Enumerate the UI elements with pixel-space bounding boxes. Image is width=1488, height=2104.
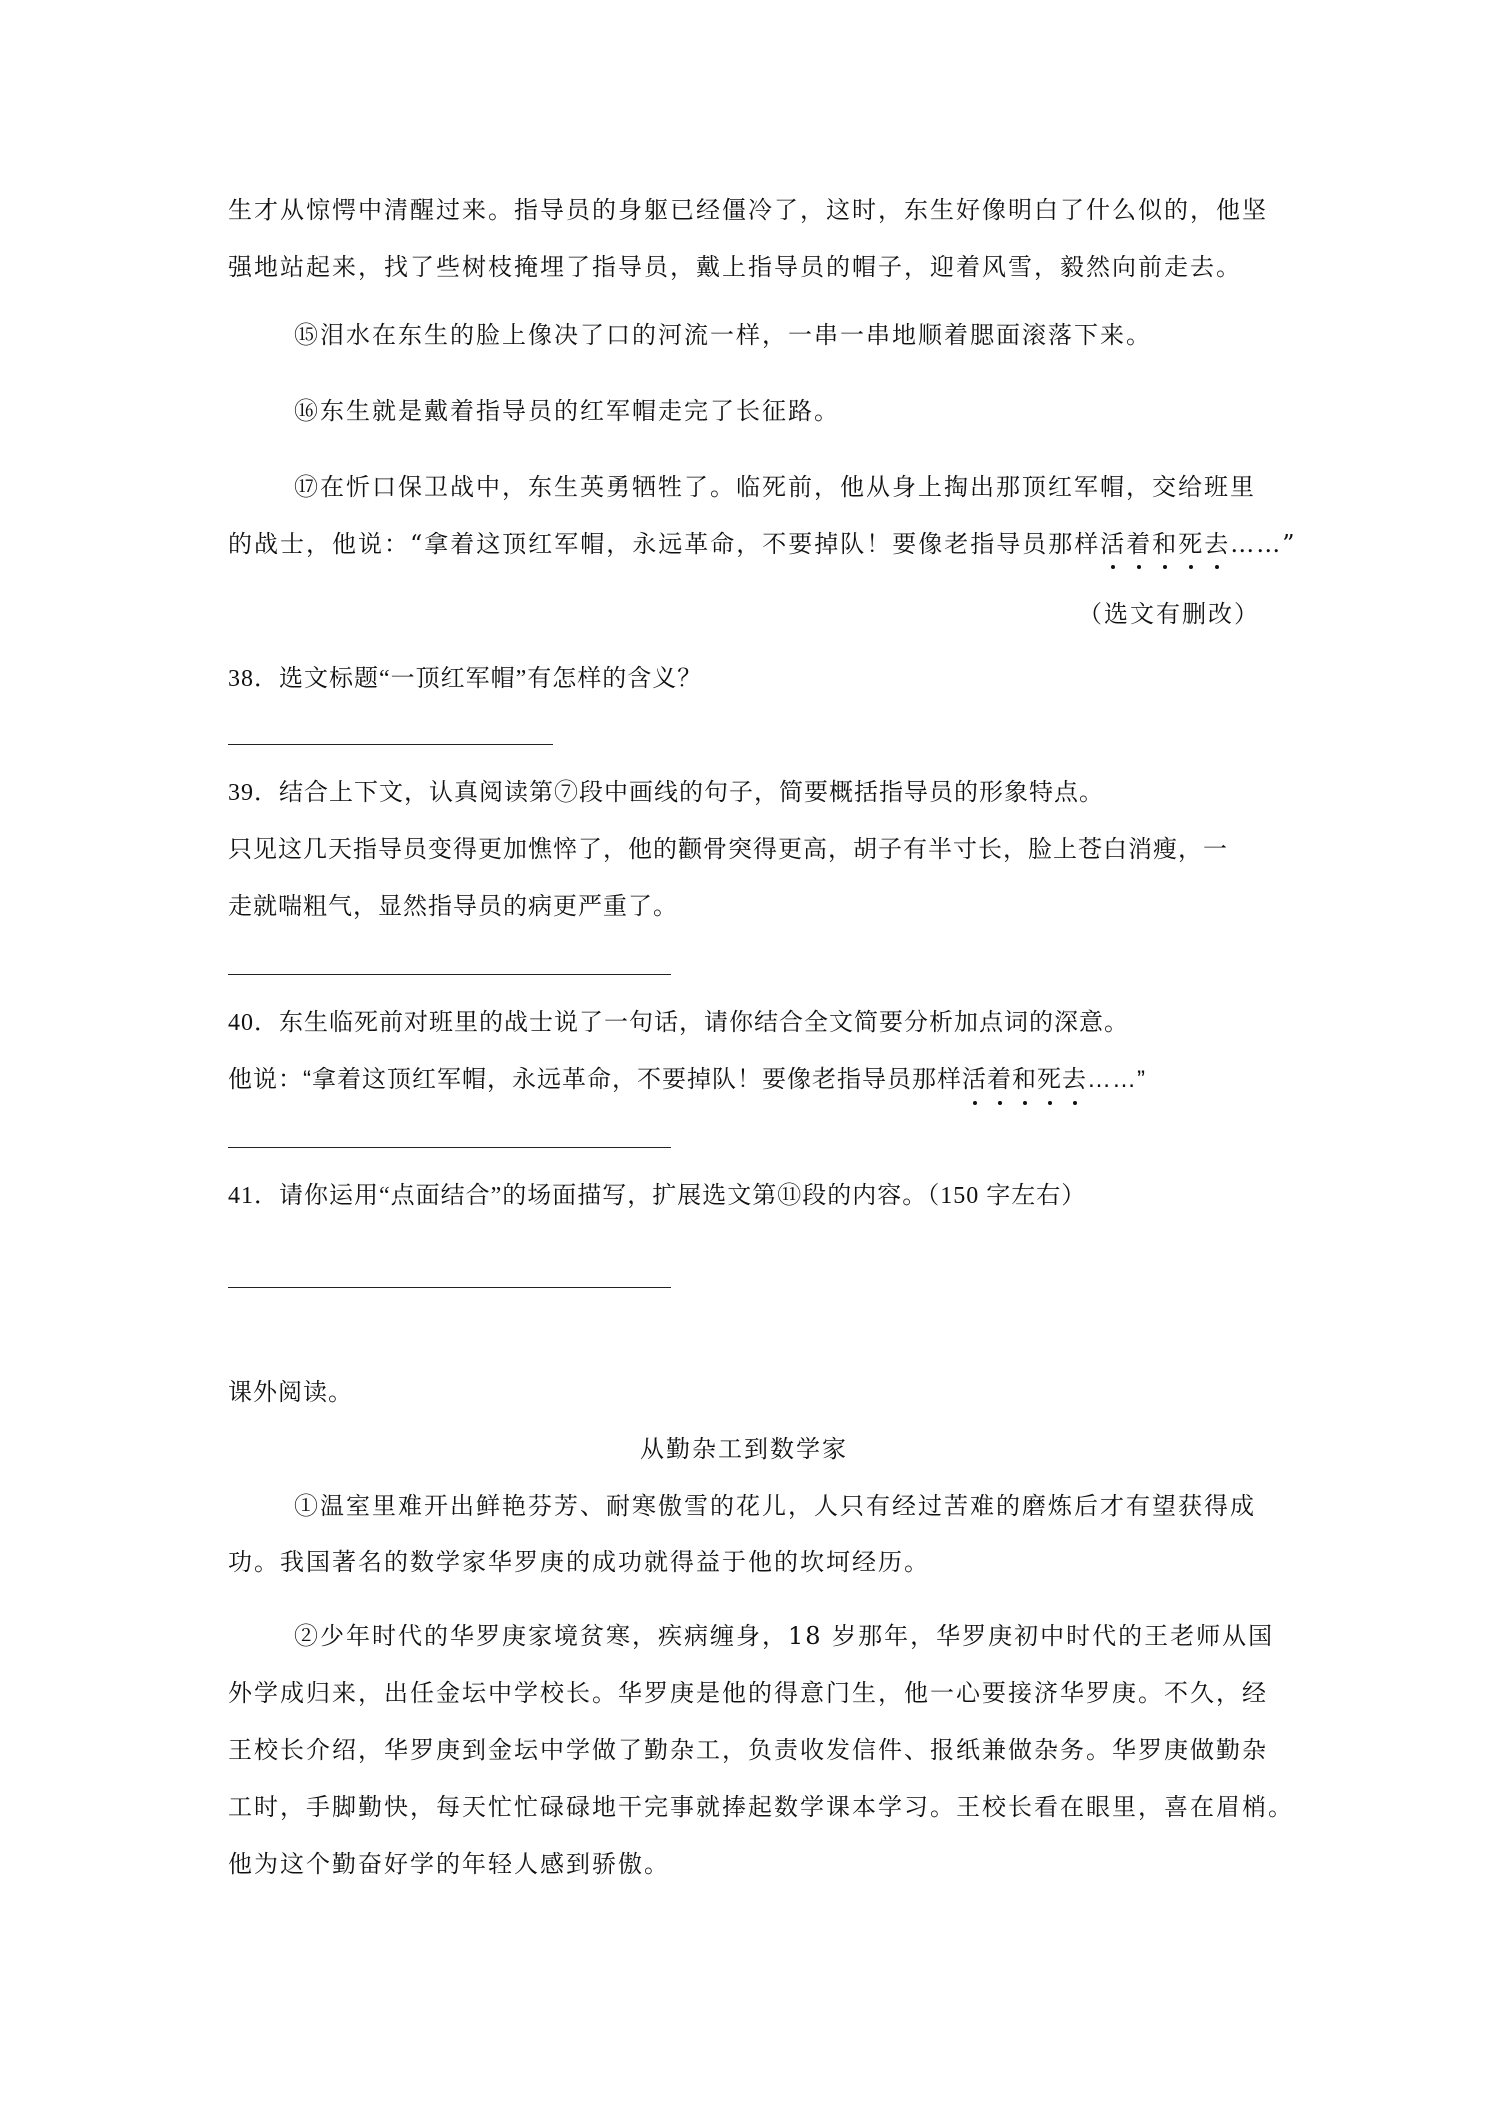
question-40-quote-ending: ……” [1087,1066,1146,1093]
story-paragraph-17-text: 的战士，他说：“拿着这顶红军帽，永远革命，不要掉队！要像老指导员那样 [228,530,1101,558]
story-paragraph-14-line-1: 生才从惊愕中清醒过来。指导员的身躯已经僵冷了，这时，东生好像明白了什么似的，他坚 [228,196,1268,224]
question-39-quote-line-1: 只见这几天指导员变得更加憔悴了，他的颧骨突得更高，胡子有半寸长，脸上苍白消瘦，一 [228,836,1228,863]
article-paragraph-2-line-1: ②少年时代的华罗庚家境贫寒，疾病缠身，18 岁那年，华罗庚初中时代的王老师从国 [294,1622,1275,1650]
answer-line-38[interactable] [228,744,553,745]
emphasis-dot-char: 和 [1012,1063,1037,1097]
emphasis-dot-char: 死 [1037,1063,1062,1097]
emphasis-dot-char: 活 [1100,527,1126,561]
answer-line-41[interactable] [228,1287,671,1288]
question-39: 39．结合上下文，认真阅读第⑦段中画线的句子，简要概括指导员的形象特点。 [228,780,1104,806]
question-38: 38．选文标题“一顶红军帽”有怎样的含义？ [228,666,703,692]
emphasis-dot-char: 死 [1178,527,1204,561]
story-paragraph-17-line-2 [228,527,1297,561]
question-39-quote-line-2: 走就喘粗气，显然指导员的病更严重了。 [228,893,678,920]
story-paragraph-17-line-1: ⑰在忻口保卫战中，东生英勇牺牲了。临死前，他从身上掏出那顶红军帽，交给班里 [294,473,1256,501]
article-paragraph-2-line-4: 工时，手脚勤快，每天忙忙碌碌地干完事就捧起数学课本学习。王校长看在眼里，喜在眉梢。 [228,1793,1294,1821]
question-40-quote-text: 他说：“拿着这顶红军帽，永远革命，不要掉队！要像老指导员那样 [228,1066,962,1093]
answer-line-39[interactable] [228,974,671,975]
article-title: 从勤杂工到数学家 [640,1435,848,1463]
article-paragraph-1-line-2: 功。我国著名的数学家华罗庚的成功就得益于他的坎坷经历。 [228,1548,930,1576]
emphasis-dot-char: 活 [962,1063,987,1097]
article-paragraph-2-line-5: 他为这个勤奋好学的年轻人感到骄傲。 [228,1850,670,1878]
story-paragraph-16: ⑯东生就是戴着指导员的红军帽走完了长征路。 [294,397,840,425]
article-paragraph-2-line-3: 王校长介绍，华罗庚到金坛中学做了勤杂工，负责收发信件、报纸兼做杂务。华罗庚做勤杂 [228,1736,1268,1764]
emphasis-dot-char: 着 [1126,527,1152,561]
question-40-quote [228,1063,1260,1097]
article-paragraph-2-line-2: 外学成归来，出任金坛中学校长。华罗庚是他的得意门生，他一心要接济华罗庚。不久，经 [228,1679,1268,1707]
story-paragraph-14-line-2: 强地站起来，找了些树枝掩埋了指导员，戴上指导员的帽子，迎着风雪，毅然向前走去。 [228,253,1242,281]
emphasis-dot-char: 着 [987,1063,1012,1097]
source-note: （选文有删改） [1078,600,1260,628]
extra-reading-heading: 课外阅读。 [228,1379,353,1406]
article-paragraph-1-line-1: ①温室里难开出鲜艳芬芳、耐寒傲雪的花儿，人只有经过苦难的磨炼后才有望获得成 [294,1492,1256,1520]
emphasis-dot-char: 去 [1204,527,1230,561]
answer-line-40[interactable] [228,1147,671,1148]
question-41: 41．请你运用“点面结合”的场面描写，扩展选文第⑪段的内容。（150 字左右） [228,1183,1087,1209]
emphasis-dot-char: 去 [1062,1063,1087,1097]
story-paragraph-15: ⑮泪水在东生的脸上像决了口的河流一样，一串一串地顺着腮面滚落下来。 [294,321,1152,349]
story-paragraph-17-ending: ……” [1230,530,1297,558]
emphasis-dot-char: 和 [1152,527,1178,561]
question-40: 40．东生临死前对班里的战士说了一句话，请你结合全文简要分析加点词的深意。 [228,1010,1129,1036]
